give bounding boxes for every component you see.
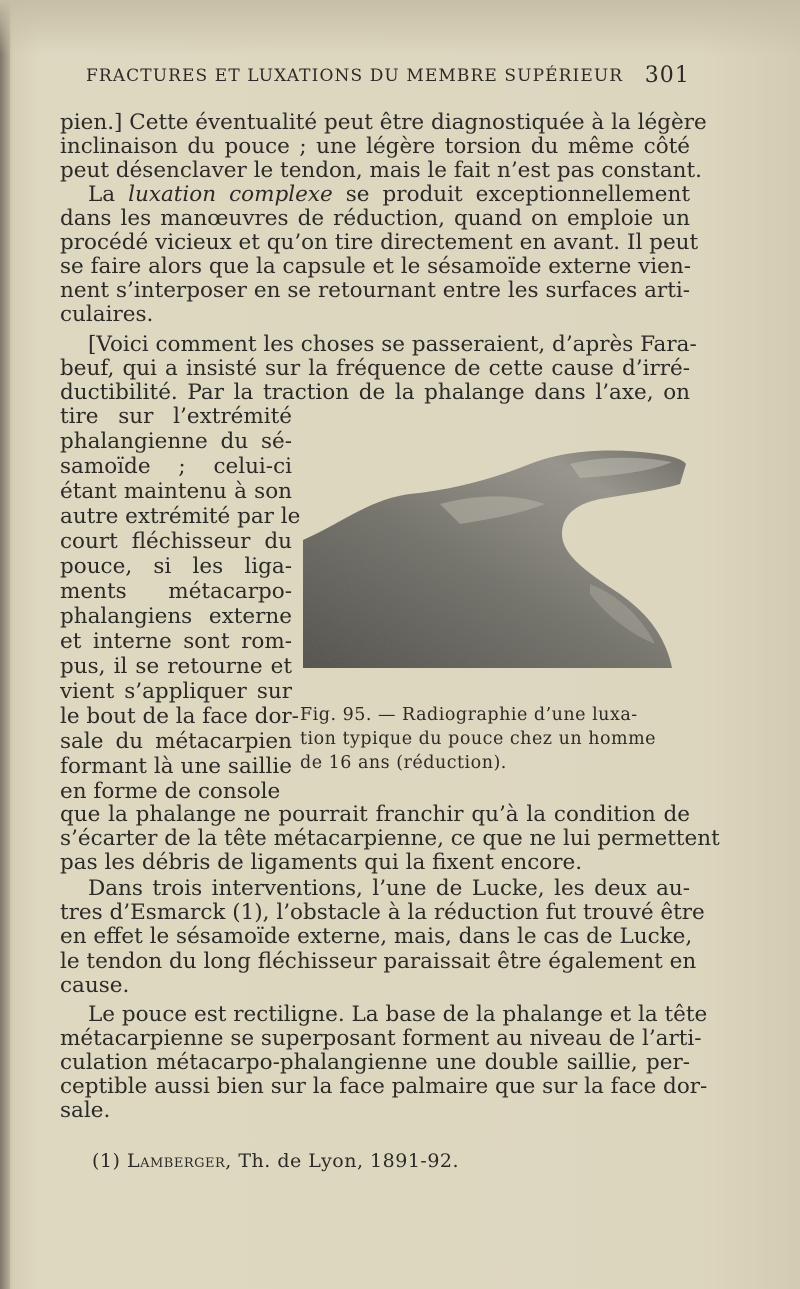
footnote-author: Lamberger — [126, 1150, 226, 1172]
text-line: en forme de console — [60, 779, 281, 804]
text-line: s’écarter de la tête métacarpienne, ce que ne lui permettent — [60, 826, 720, 851]
footnote-reference: , Th. de Lyon, 1891-92. — [225, 1150, 460, 1172]
text-line: que la phalange ne pourrait franchir qu’à la condition de — [60, 802, 690, 827]
text-line: ductibilité. Par la traction de la phalange dans l’axe, on — [60, 380, 690, 405]
caption-line: de 16 ans (réduction). — [300, 753, 507, 773]
text-line: pus, il se retourne et — [60, 654, 292, 679]
text-line: le tendon du long fléchisseur paraissait être également en — [60, 949, 697, 974]
text-line: Le pouce est rectiligne. La base de la phalange et la tête — [88, 1002, 708, 1027]
footnote-marker: (1) — [92, 1150, 127, 1172]
text-line: phalangienne du sé- — [60, 429, 292, 454]
text-fragment: La — [88, 182, 129, 207]
text-line: cause. — [60, 973, 130, 998]
text-line: pien.] Cette éventualité peut être diagnostiquée à la légère — [60, 110, 707, 135]
text-line: procédé vicieux et qu’on tire directement en avant. Il peut — [60, 230, 699, 255]
running-header — [86, 63, 690, 94]
text-fragment: se produit exceptionnellement — [332, 182, 690, 207]
figure-caption — [300, 703, 690, 775]
text-line — [88, 183, 690, 207]
text-line: autre extrémité par le — [60, 504, 301, 529]
text-line: tres d’Esmarck (1), l’obstacle à la réduction fut trouvé être — [60, 900, 705, 925]
footnote — [92, 1150, 459, 1172]
text-line: culaires. — [60, 302, 154, 327]
thumb-radiograph — [303, 451, 686, 669]
text-line: ments métacarpo- — [60, 579, 292, 604]
text-line: beuf, qui a insisté sur la fréquence de cette cause d’irré- — [60, 356, 690, 381]
text-line: Dans trois interventions, l’une de Lucke, les deux au- — [88, 876, 690, 901]
text-line: le bout de la face dor- — [60, 704, 299, 729]
caption-line: tion typique du pouce chez un homme — [300, 729, 657, 749]
text-line: sale du métacarpien — [60, 729, 292, 754]
text-line: se faire alors que la capsule et le sésamoïde externe vien- — [60, 254, 692, 279]
text-line: étant maintenu à son — [60, 479, 292, 504]
text-line: [Voici comment les choses se passeraient, d’après Fara- — [88, 332, 697, 357]
page-number: 301 — [644, 63, 690, 88]
running-title: FRACTURES ET LUXATIONS DU MEMBRE SUPÉRIEUR — [86, 66, 624, 86]
text-line: formant là une saillie — [60, 754, 292, 779]
text-line: court fléchisseur du — [60, 529, 292, 554]
binding-edge — [0, 0, 10, 1289]
text-line: et interne sont rom- — [60, 629, 292, 654]
text-line: ceptible aussi bien sur la face palmaire que sur la face dor- — [60, 1074, 708, 1099]
text-line: tire sur l’extrémité — [60, 404, 292, 429]
text-line: dans les manœuvres de réduction, quand on emploie un — [60, 206, 690, 231]
text-line: vient s’appliquer sur — [60, 679, 292, 704]
text-line: inclinaison du pouce ; une légère torsion du même côté — [60, 134, 690, 159]
text-line: peut désenclaver le tendon, mais le fait n’est pas constant. — [60, 158, 702, 183]
radiograph-figure — [300, 444, 686, 676]
caption-line: Fig. 95. — Radiographie d’une luxa- — [300, 705, 638, 725]
text-line: en effet le sésamoïde externe, mais, dans le cas de Lucke, — [60, 924, 693, 949]
text-line: samoïde ; celui-ci — [60, 454, 292, 479]
text-line: culation métacarpo-phalangienne une double saillie, per- — [60, 1050, 690, 1075]
text-line: pas les débris de ligaments qui la fixent encore. — [60, 850, 583, 875]
text-line: pouce, si les liga- — [60, 554, 292, 579]
italic-term: luxation complexe — [128, 182, 333, 207]
text-line: métacarpienne se superposant forment au niveau de l’arti- — [60, 1026, 702, 1051]
page-shadow — [0, 0, 800, 55]
text-line: sale. — [60, 1098, 111, 1123]
text-line: phalangiens externe — [60, 604, 292, 629]
text-line: nent s’interposer en se retournant entre les surfaces arti- — [60, 278, 690, 303]
